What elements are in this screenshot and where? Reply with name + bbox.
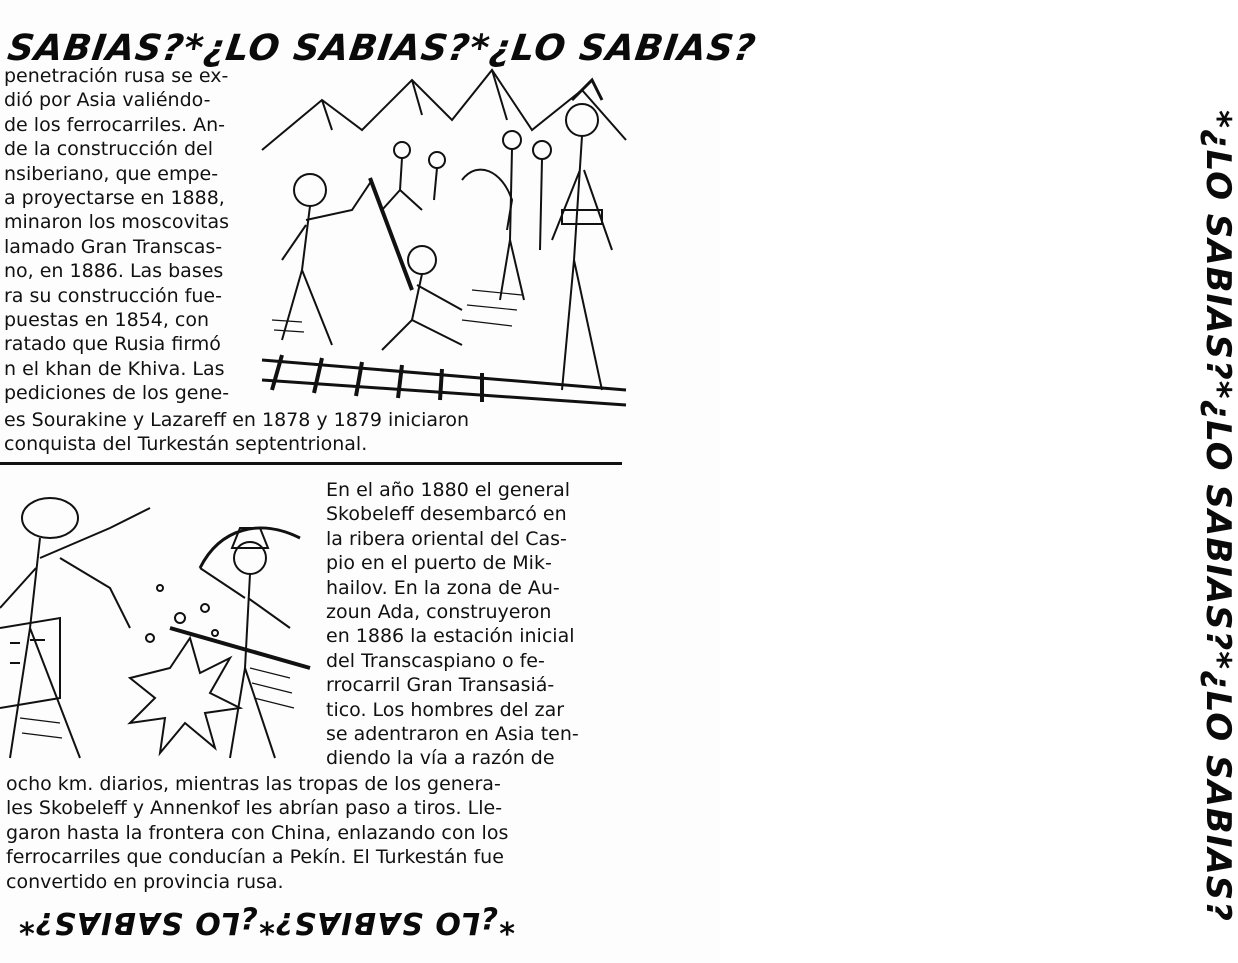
text-line: ra su construcción fue- [4,284,222,307]
text-line: no, en 1886. Las bases [4,260,224,283]
text-line: en 1886 la estación inicial [326,625,575,648]
text-line: ocho km. diarios, mientras las tropas de los genera- [6,773,501,795]
banner-top: SABIAS?*¿LO SABIAS?*¿LO SABIAS? [5,28,759,69]
text-line: garon hasta la frontera con China, enlazando con los [6,821,509,844]
battle-scene-illustration [0,468,318,768]
text-line: ratado que Rusia firmó [4,333,221,356]
text-line: diendo la vía a razón de [326,747,555,770]
text-line: convertido en provincia rusa. [6,870,284,893]
text-line: a proyectarse en 1888, [4,187,225,210]
text-line: puestas en 1854, con [4,309,210,332]
text-line: de la construcción del [4,138,213,161]
railway-workers-illustration [262,60,626,410]
paragraph-2-narrow [326,478,579,771]
text-line: pio en el puerto de Mik- [326,552,552,575]
text-line: tico. Los hombres del zar [326,698,565,721]
text-line: del Transcaspiano o fe- [326,649,545,672]
text-line: n el khan de Khiva. Las [4,357,225,380]
text-line: nsiberiano, que empe- [4,162,219,185]
text-line: zoun Ada, construyeron [326,601,552,624]
text-line: la ribera oriental del Cas- [326,527,567,550]
banner-right: *¿LO SABIAS?*¿LO SABIAS?*¿LO SABIAS? [1198,110,1238,922]
text-line: es Sourakine y Lazareff en 1878 y 1879 iniciaron [4,409,470,431]
text-line: conquista del Turkestán septentrional. [4,433,368,456]
text-line: rrocarril Gran Transasiá- [326,674,555,697]
text-line: ferrocarriles que conducían a Pekín. El Turkestán fue [6,846,504,869]
text-line: les Skobeleff y Annenkof les abrían paso a tiros. Lle- [6,797,503,820]
text-line: de los ferrocarriles. An- [4,113,226,136]
text-line: En el año 1880 el general [326,479,571,501]
text-line: penetración rusa se ex- [4,65,229,87]
text-line: dió por Asia valiéndo- [4,89,211,112]
text-line: pediciones de los gene- [4,382,230,405]
text-line: Skobeleff desembarcó en [326,503,567,526]
panel-divider [0,462,622,465]
banner-bottom: *¿LO SABIAS?*¿LO SABIAS?* [18,905,516,940]
paragraph-2-wide [6,772,508,894]
text-line: minaron los moscovitas [4,211,230,234]
text-line: se adentraron en Asia ten- [326,723,579,746]
paragraph-1-wide [4,408,469,457]
paragraph-1-narrow [4,64,229,406]
text-line: lamado Gran Transcas- [4,235,223,258]
text-line: hailov. En la zona de Au- [326,576,560,599]
